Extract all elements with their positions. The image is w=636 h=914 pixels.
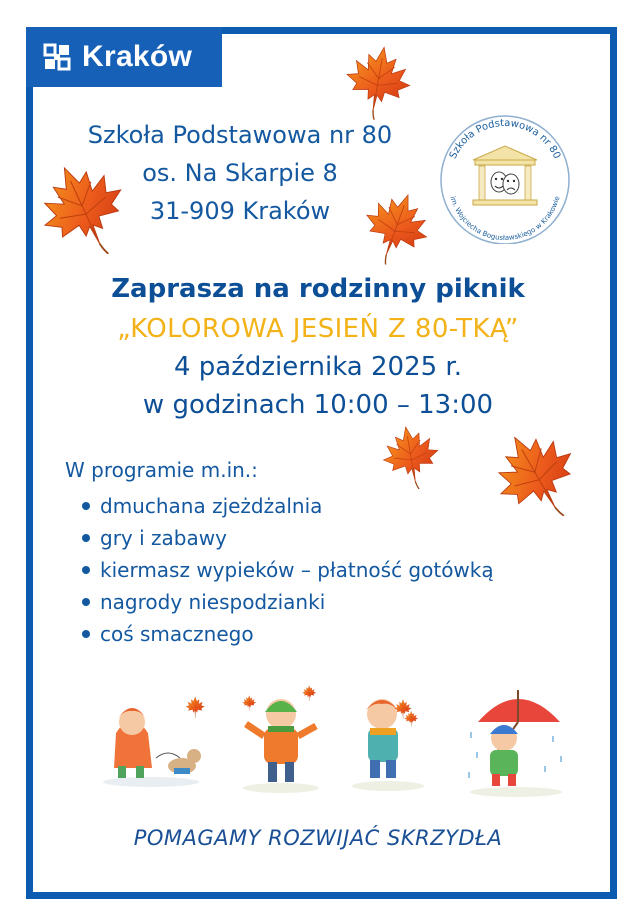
- child-with-umbrella-illustration: [456, 676, 576, 800]
- bullet-icon: [82, 534, 90, 542]
- event-title: „KOLOROWA JESIEŃ Z 80-TKĄ”: [117, 314, 519, 344]
- list-item: [82, 522, 494, 554]
- list-item-text: kiermasz wypieków – płatność gotówką: [100, 558, 494, 582]
- program-heading: W programie m.in.:: [65, 458, 258, 482]
- list-item-text: dmuchana zjeżdżalnia: [100, 494, 323, 518]
- school-city: 31-909 Kraków: [149, 197, 331, 225]
- child-with-leaves-illustration: [236, 684, 326, 796]
- bullet-icon: [82, 566, 90, 574]
- list-item-text: nagrody niespodzianki: [100, 590, 326, 614]
- event-date: 4 października 2025 r.: [174, 352, 462, 382]
- school-seal: [433, 110, 577, 244]
- logo-text: Kraków: [82, 40, 193, 73]
- list-item: [82, 586, 494, 618]
- bullet-icon: [82, 598, 90, 606]
- child-with-bouquet-illustration: [346, 686, 436, 794]
- list-item: [82, 490, 494, 522]
- krakow-logo: [26, 27, 222, 87]
- list-item: [82, 618, 494, 650]
- maple-leaf-icon: [336, 38, 420, 125]
- bullet-icon: [82, 630, 90, 638]
- bullet-icon: [82, 502, 90, 510]
- event-hours: w godzinach 10:00 – 13:00: [142, 390, 494, 420]
- list-item-text: coś smacznego: [100, 622, 254, 646]
- motto: POMAGAMY ROZWIJAĆ SKRZYDŁA: [133, 826, 503, 850]
- program-list: [82, 490, 494, 650]
- seal-top-text: Szkoła Podstawowa nr 80: [447, 117, 563, 161]
- seal-bottom-text: im. Wojciecha Bogusławskiego w Krakowie: [448, 195, 562, 243]
- invite-line: Zaprasza na rodzinny piknik: [111, 274, 525, 304]
- school-street: os. Na Skarpie 8: [142, 159, 338, 187]
- maple-leaf-icon: [375, 419, 448, 495]
- child-with-dog-illustration: [96, 688, 216, 788]
- school-name: Szkoła Podstawowa nr 80: [87, 121, 393, 149]
- list-item-text: gry i zabawy: [100, 526, 227, 550]
- list-item: [82, 554, 494, 586]
- krakow-logo-icon: [42, 42, 72, 72]
